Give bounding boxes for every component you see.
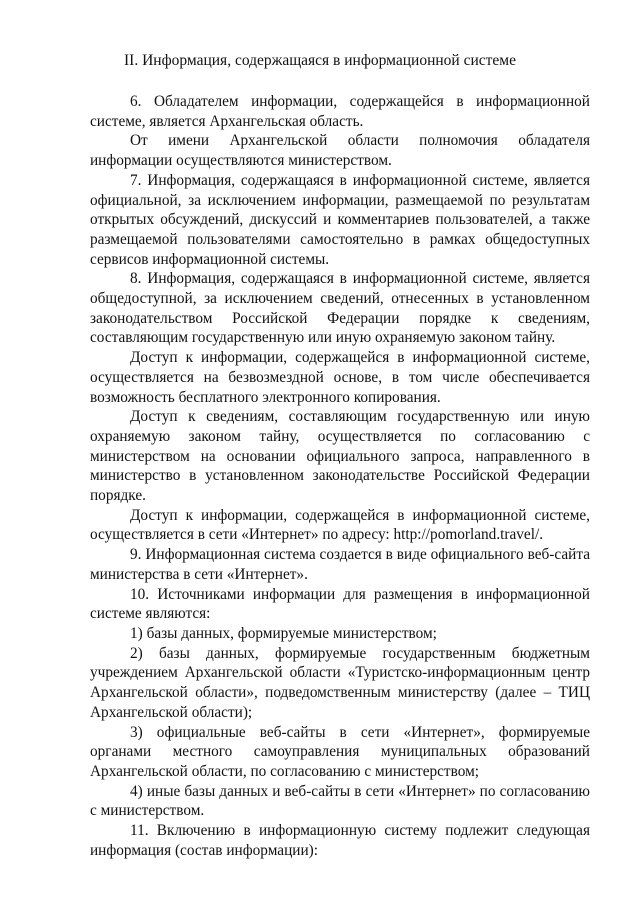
- paragraph-free-access: Доступ к информации, содержащейся в информационной системе, осуществляется на безвозмездной основе, в том числе обеспечивается возможность бесплатного электронного копирования.: [90, 349, 590, 406]
- document-body: [90, 92, 590, 860]
- list-item-3: 3) официальные веб-сайты в сети «Интернет», формируемые органами местного самоуправления муниципальных образований Архангельской области, по согласованию с министерством;: [90, 723, 590, 780]
- paragraph-internet-address: Доступ к информации, содержащейся в информационной системе, осуществляется в сети «Интернет» по адресу: http://pomorland.travel/.: [90, 506, 590, 544]
- paragraph-8: 8. Информация, содержащаяся в информационной системе, является общедоступной, за исключением сведений, отнесенных в установленном законодательством Российской Федерации порядке к сведениям, составляющим государственную или иную охраняемую законом тайну.: [90, 270, 590, 347]
- section-heading: II. Информация, содержащаяся в информационной системе: [124, 52, 516, 69]
- paragraph-6: 6. Обладателем информации, содержащейся в информационной системе, является Архангельская область.: [90, 93, 590, 130]
- paragraph-secret-access: Доступ к сведениям, составляющим государственную или иную охраняемую законом тайну, осуществляется по согласованию с министерством на основании официального запроса, направленного в министерство в установленном законодательстве Российской Федерации порядке.: [90, 408, 590, 505]
- paragraph-10: 10. Источниками информации для размещения в информационной системе являются:: [90, 585, 590, 623]
- list-item-2: 2) базы данных, формируемые государственным бюджетным учреждением Архангельской области «Туристско-информационным центр Архангельской области», подведомственным министерству (далее – ТИЦ Архангельской области);: [90, 644, 590, 721]
- list-item-4: 4) иные базы данных и веб-сайты в сети «Интернет» по согласованию с министерством.: [90, 782, 590, 820]
- list-item-1: 1) базы данных, формируемые министерством;: [130, 624, 437, 642]
- paragraph-9: 9. Информационная система создается в виде официального веб-сайта министерства в сети «Интернет».: [90, 546, 590, 583]
- paragraph-owner-authority: От имени Архангельской области полномочия обладателя информации осуществляются министерством.: [90, 132, 590, 170]
- paragraph-7: 7. Информация, содержащаяся в информационной системе, является официальной, за исключением информации, размещаемой по результатам открытых обсуждений, дискуссий и комментариев пользователей, а также размещаемой пользователями самостоятельно в рамках общедоступных сервисов информационной системы.: [90, 171, 590, 268]
- paragraph-11: 11. Включению в информационную систему подлежит следующая информация (состав информации):: [90, 822, 590, 859]
